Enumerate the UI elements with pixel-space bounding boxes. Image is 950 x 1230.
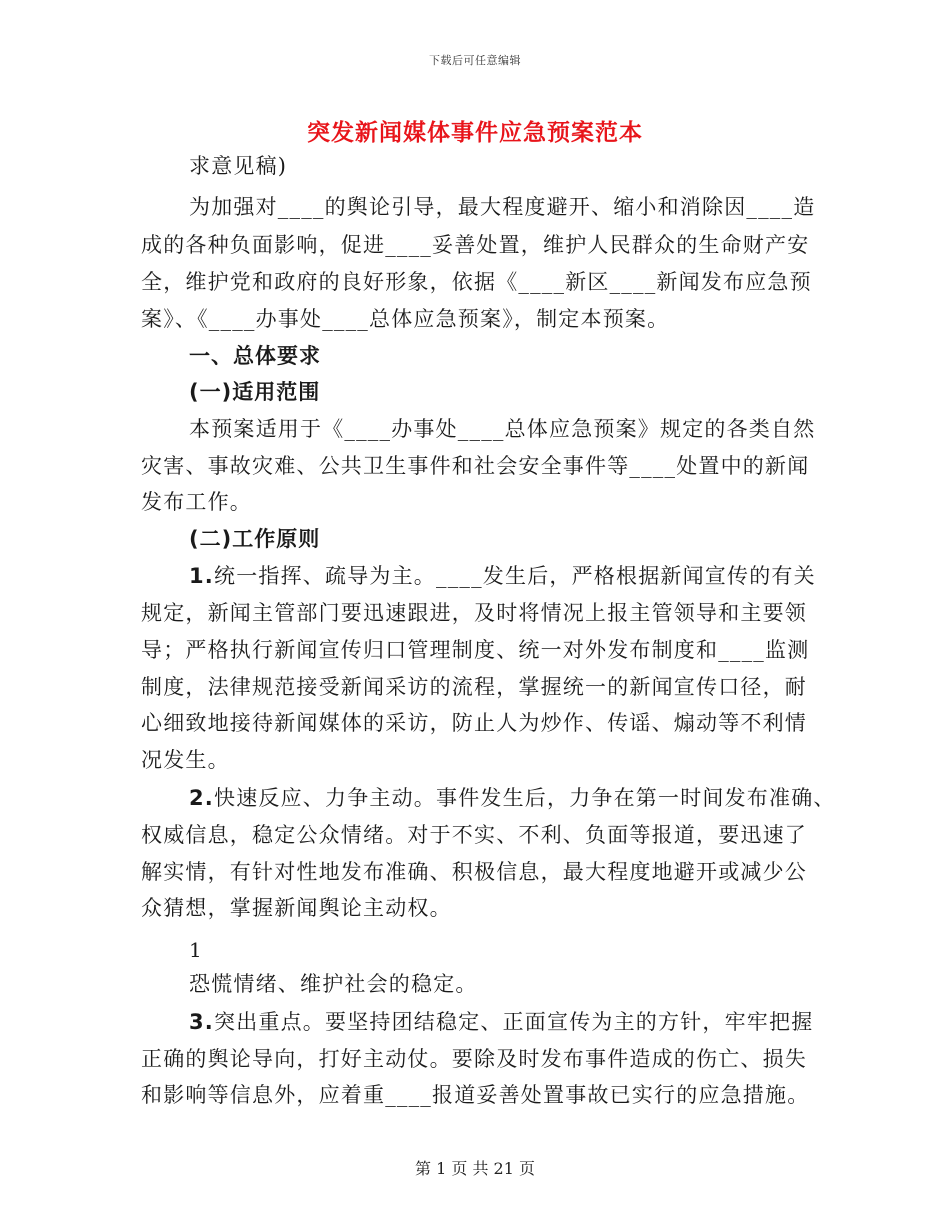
paragraph-line: 规定，新闻主管部门要迅速跟进，及时将情况上报主管领导和主要领 [141, 601, 807, 625]
page-footer: 第 1 页 共 21 页 [415, 1159, 535, 1178]
paragraph-line: 权威信息，稳定公众情绪。对于不实、不利、负面等报道，要迅速了 [141, 823, 807, 847]
subsection-heading: (一)适用范围 [189, 380, 321, 404]
section-heading: 一、总体要求 [189, 344, 321, 368]
item-number: 2. [189, 786, 214, 810]
numbered-paragraph-line [189, 561, 869, 591]
paragraph-line: 发布工作。 [141, 490, 252, 514]
paragraph-line: 心细致地接待新闻媒体的采访，防止人为炒作、传谣、煽动等不利情 [141, 711, 807, 735]
paragraph-line: 导；严格执行新闻宣传归口管理制度、统一对外发布制度和____监测 [141, 638, 810, 662]
numbered-paragraph-line [189, 783, 869, 813]
paragraph-line: 成的各种负面影响，促进____妥善处置，维护人民群众的生命财产安 [141, 233, 810, 257]
paragraph-line: 况发生。 [141, 748, 230, 772]
subsection-heading: (二)工作原则 [189, 527, 321, 551]
paragraph-line: 正确的舆论导向，打好主动仗。要除及时发布事件造成的伤亡、损失 [141, 1047, 807, 1071]
item-number: 3. [189, 1010, 214, 1034]
paragraph-line: 制度，法律规范接受新闻采访的流程，掌握统一的新闻宣传口径，耐 [141, 675, 807, 699]
paragraph-line: 本预案适用于《____办事处____总体应急预案》规定的各类自然 [189, 417, 816, 441]
paragraph-text: 快速反应、力争主动。事件发生后，力争在第一时间发布准确、 [214, 786, 836, 810]
paragraph-line: 解实情，有针对性地发布准确、积极信息，最大程度地避开或减少公 [141, 860, 807, 884]
document-title: 突发新闻媒体事件应急预案范本 [307, 119, 643, 146]
paragraph-text: 突出重点。要坚持团结稳定、正面宣传为主的方针，牢牢把握 [214, 1010, 814, 1034]
numbered-paragraph-line [189, 1007, 869, 1037]
page-marker: 1 [189, 938, 202, 962]
paragraph-line: 案》、《____办事处____总体应急预案》，制定本预案。 [141, 307, 670, 331]
paragraph-line: 为加强对____的舆论引导，最大程度避开、缩小和消除因____造 [189, 195, 816, 219]
item-number: 1. [189, 564, 214, 588]
header-note: 下载后可任意编辑 [429, 54, 521, 67]
paragraph-line: 和影响等信息外，应着重____报道妥善处置事故已实行的应急措施。 [141, 1083, 810, 1107]
paragraph-line: 求意见稿) [189, 154, 288, 178]
paragraph-line: 恐慌情绪、维护社会的稳定。 [189, 972, 478, 996]
paragraph-line: 灾害、事故灾难、公共卫生事件和社会安全事件等____处置中的新闻 [141, 454, 810, 478]
paragraph-text: 统一指挥、疏导为主。____发生后，严格根据新闻宣传的有关 [214, 564, 816, 588]
paragraph-line: 全，维护党和政府的良好形象，依据《____新区____新闻发布应急预 [141, 270, 812, 294]
paragraph-line: 众猜想，掌握新闻舆论主动权。 [141, 896, 452, 920]
